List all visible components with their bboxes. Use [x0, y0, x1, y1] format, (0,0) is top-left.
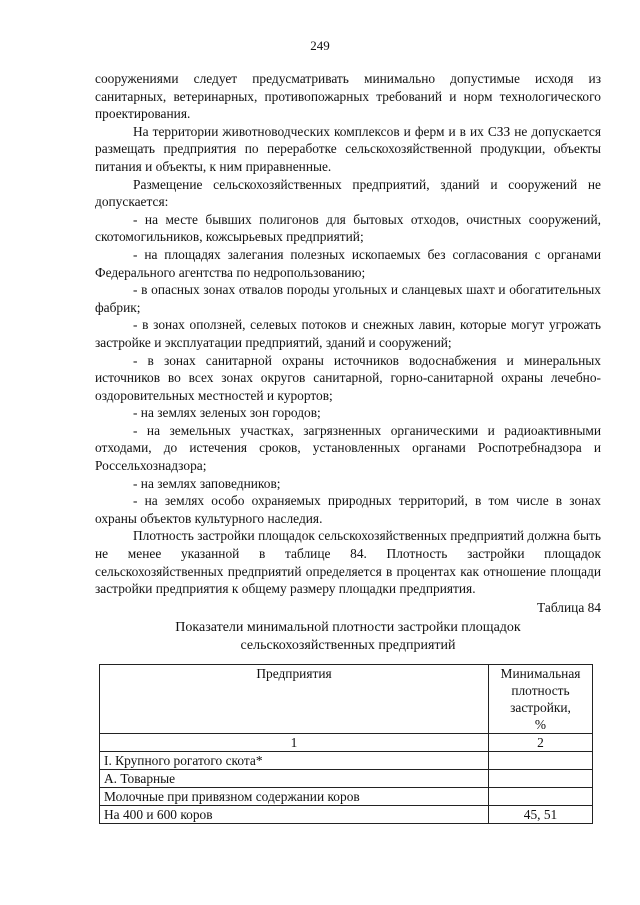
paragraph: сооружениями следует предусматривать минимально допустимые исходя из санитарных, ветеринарных, противопожарных требований и норм технологического проектирования.	[95, 71, 601, 122]
header-density-line: Минимальная	[500, 666, 581, 682]
header-density	[489, 665, 593, 734]
table-title-line: сельскохозяйственных предприятий	[240, 638, 456, 654]
density-table	[99, 664, 593, 824]
header-density-line: застройки,	[510, 700, 571, 716]
page-number: 249	[310, 38, 330, 53]
row-value	[489, 788, 593, 806]
list-item: - на земельных участках, загрязненных органическими и радиоактивными отходами, до истечения сроков, установленных органами Роспотребнадзора и Россельхознадзора;	[95, 422, 601, 474]
list-item: - на землях зеленых зон городов;	[133, 405, 321, 421]
header-density-line: %	[534, 717, 547, 733]
header-enterprises: Предприятия	[100, 665, 489, 734]
row-name: На 400 и 600 коров	[100, 806, 489, 824]
table-row	[100, 788, 593, 806]
row-name: А. Товарные	[100, 770, 489, 788]
column-number: 1	[100, 734, 489, 752]
row-name: I. Крупного рогатого скота*	[100, 752, 489, 770]
table-title-line: Показатели минимальной плотности застройки площадок	[175, 620, 521, 636]
body-text	[95, 70, 601, 824]
row-value	[489, 770, 593, 788]
list-item: - в зонах санитарной охраны источников водоснабжения и минеральных источников во всех зонах округов санитарной, горно-санитарной охраны лечебно-оздоровительных местностей и курортов;	[95, 352, 601, 403]
table-row	[100, 770, 593, 788]
list-item: - на землях заповедников;	[133, 475, 281, 491]
header-density-line: плотность	[511, 683, 570, 699]
row-value: 45, 51	[489, 806, 593, 824]
paragraph: Плотность застройки площадок сельскохозяйственных предприятий должна быть не менее указанной в таблице 84. Плотность застройки площадок сельскохозяйственных предприятий определяется в процентах как отношение площади застройки предприятия к общему размеру площадки предприятия.	[95, 528, 601, 597]
list-item: - в зонах оползней, селевых потоков и снежных лавин, которые могут угрожать застройке и эксплуатации предприятий, зданий и сооружений;	[95, 317, 601, 350]
row-value	[489, 752, 593, 770]
table-label: Таблица 84	[537, 599, 601, 615]
list-item: - на землях особо охраняемых природных территорий, в том числе в зонах охраны объектов культурного наследия.	[95, 493, 601, 526]
table-header-row	[100, 665, 593, 734]
paragraph: На территории животноводческих комплексов и ферм и в их СЗЗ не допускается размещать предприятия по переработке сельскохозяйственной продукции, объекты питания и объекты, к ним приравненные.	[95, 123, 601, 174]
table-row	[100, 806, 593, 824]
column-number-row	[100, 734, 593, 752]
table-row	[100, 752, 593, 770]
column-number: 2	[489, 734, 593, 752]
list-item: - в опасных зонах отвалов породы угольных и сланцевых шахт и обогатительных фабрик;	[95, 282, 601, 315]
paragraph: Размещение сельскохозяйственных предприятий, зданий и сооружений не допускается:	[95, 176, 601, 210]
list-item: - на месте бывших полигонов для бытовых отходов, очистных сооружений, скотомогильников, кожсырьевых предприятий;	[95, 211, 601, 245]
list-item: - на площадях залегания полезных ископаемых без согласования с органами Федерального агентства по недропользованию;	[95, 246, 601, 280]
table-title	[95, 619, 601, 655]
row-name: Молочные при привязном содержании коров	[100, 788, 489, 806]
